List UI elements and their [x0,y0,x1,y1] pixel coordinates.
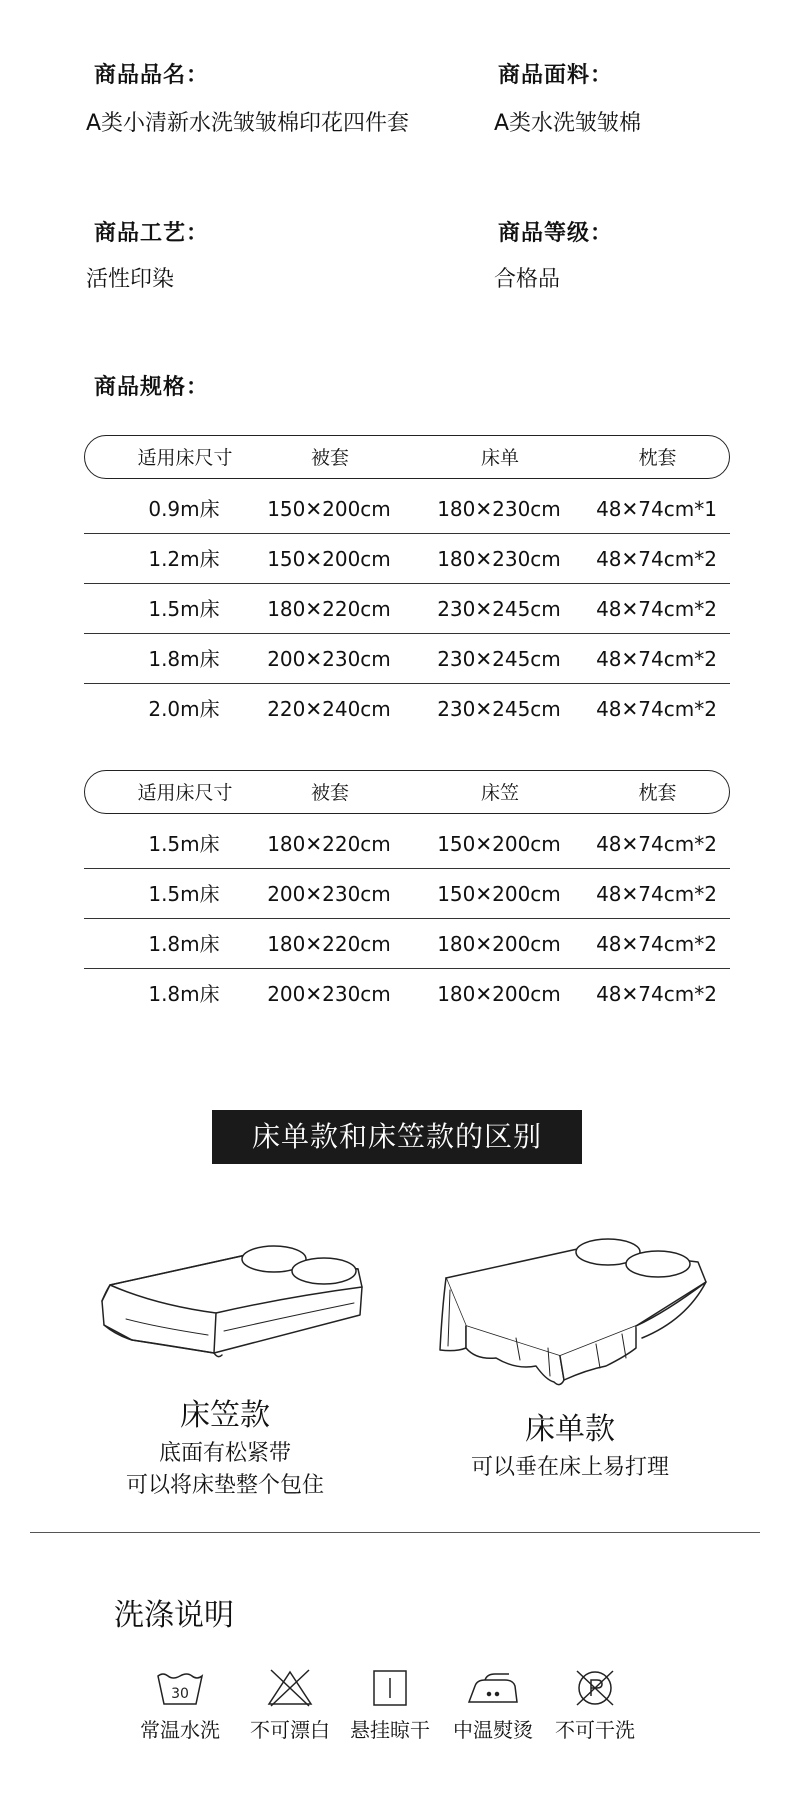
table1-header-cell: 枕套 [638,447,677,469]
table-cell: 150✕200cm [437,832,561,856]
spec-label: 商品规格： [94,375,210,400]
flat-desc: 可以垂在床上易打理 [470,1455,669,1480]
fitted-desc-line2: 可以将床垫整个包住 [125,1473,324,1498]
table-cell: 48✕74cm*2 [596,597,717,621]
table-row [84,534,730,584]
care-item-wash [130,1668,230,1743]
table-row [84,484,730,534]
table1-header-cell: 适用床尺寸 [137,447,233,469]
table-cell: 48✕74cm*2 [596,932,717,956]
table-cell: 1.8m床 [148,982,220,1006]
table-cell: 1.5m床 [148,882,220,906]
table-row [84,819,730,869]
craft-label: 商品工艺： [94,221,210,246]
name-value: A类小清新水洗皱皱棉印花四件套 [86,111,410,136]
table-cell: 200✕230cm [267,647,391,671]
table-row [84,584,730,634]
table-cell: 200✕230cm [267,982,391,1006]
care-label: 常温水洗 [140,1718,220,1742]
table-cell: 200✕230cm [267,882,391,906]
care-item-iron [443,1668,543,1743]
table-cell: 1.8m床 [148,932,220,956]
table-cell: 48✕74cm*2 [596,697,717,721]
hang-dry-icon [365,1668,415,1708]
table-row [84,919,730,969]
table2-header [84,770,730,814]
table-cell: 48✕74cm*2 [596,882,717,906]
table-cell: 230✕245cm [437,697,561,721]
care-title: 洗涤说明 [114,1598,234,1633]
table2-header-cell: 枕套 [638,782,677,804]
fitted-sheet-illustration [96,1225,376,1375]
table-cell: 180✕200cm [437,982,561,1006]
fitted-title: 床笠款 [180,1398,270,1433]
care-label: 悬挂晾干 [350,1718,430,1742]
table-cell: 48✕74cm*2 [596,832,717,856]
table-cell: 180✕220cm [267,932,391,956]
table-cell: 0.9m床 [148,497,220,521]
table-cell: 2.0m床 [148,697,220,721]
table-cell: 1.2m床 [148,547,220,571]
table-row [84,869,730,919]
table-cell: 180✕220cm [267,832,391,856]
care-label: 不可干洗 [555,1718,635,1742]
table-cell: 220✕240cm [267,697,391,721]
wash-temperature: 30 [171,1686,189,1702]
table-cell: 150✕200cm [267,547,391,571]
table-row [84,634,730,684]
table-cell: 1.5m床 [148,597,220,621]
name-label: 商品品名： [94,63,210,88]
table-cell: 180✕220cm [267,597,391,621]
table-cell: 1.8m床 [148,647,220,671]
table-cell: 180✕200cm [437,932,561,956]
table2-header-cell: 被套 [310,782,349,804]
no-bleach-icon [265,1668,315,1708]
care-label: 不可漂白 [250,1718,330,1742]
grade-value: 合格品 [494,267,561,292]
table-row [84,969,730,1019]
care-item-hang [340,1668,440,1743]
flat-title: 床单款 [525,1412,615,1447]
flat-sheet-illustration [436,1220,716,1400]
table2-header-cell: 床笠 [480,782,519,804]
table-cell: 180✕230cm [437,547,561,571]
care-item-dry-clean [545,1668,645,1743]
section-divider [30,1532,760,1533]
table-cell: 150✕200cm [437,882,561,906]
table-cell: 150✕200cm [267,497,391,521]
table1-header-cell: 被套 [310,447,349,469]
table1-header-cell: 床单 [480,447,519,469]
table-cell: 48✕74cm*2 [596,547,717,571]
no-dry-clean-icon [570,1668,620,1708]
table-cell: 48✕74cm*2 [596,982,717,1006]
care-item-bleach [240,1668,340,1743]
table-cell: 48✕74cm*2 [596,647,717,671]
grade-label: 商品等级： [498,221,614,246]
table2-header-cell: 适用床尺寸 [137,782,233,804]
table-cell: 1.5m床 [148,832,220,856]
iron-medium-icon [465,1668,521,1708]
wash-30-icon [155,1668,205,1708]
fitted-desc-line1: 底面有松紧带 [158,1441,291,1466]
table-cell: 230✕245cm [437,597,561,621]
table1-header [84,435,730,479]
table-cell: 48✕74cm*1 [596,497,717,521]
comparison-banner: 床单款和床笠款的区别 [212,1110,582,1164]
fabric-label: 商品面料： [498,63,614,88]
table-row [84,684,730,734]
table-cell: 230✕245cm [437,647,561,671]
care-label: 中温熨烫 [453,1718,533,1742]
craft-value: 活性印染 [86,267,175,292]
table-cell: 180✕230cm [437,497,561,521]
fabric-value: A类水洗皱皱棉 [494,111,642,136]
